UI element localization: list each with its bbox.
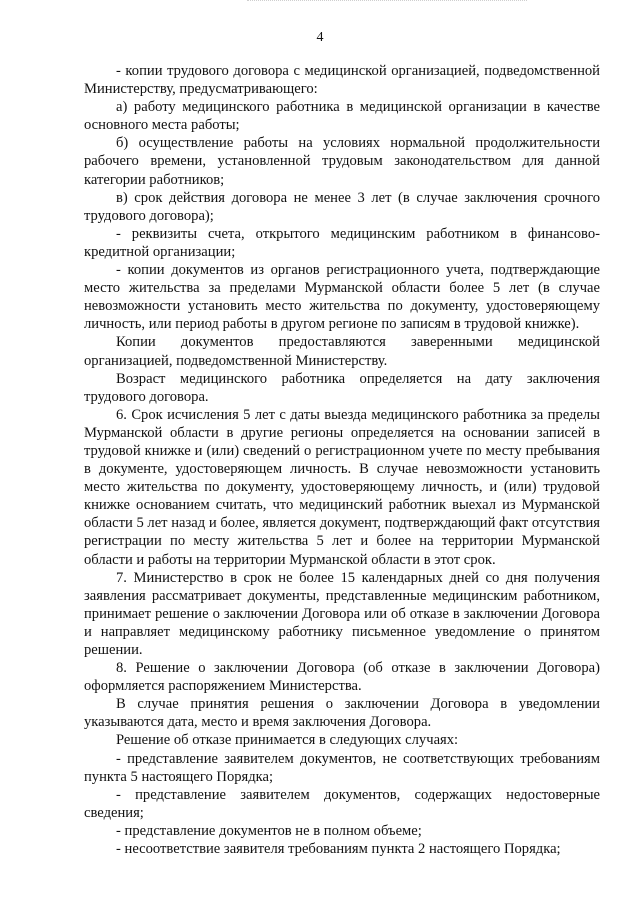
paragraph-notification-details: В случае принятия решения о заключении Договора в уведомлении указываются дата, место и время заключения Договора. — [84, 696, 600, 731]
paragraph-refusal-cases: Решение об отказе принимается в следующих случаях: — [116, 732, 459, 749]
sub-item-a-main-workplace: а) работу медицинского работника в медицинской организации в качестве основного места работы; — [84, 99, 600, 134]
scan-edge-mark — [247, 0, 527, 3]
refusal-case-incomplete-documents: - представление документов не в полном объеме; — [116, 822, 422, 839]
clause-8-decision-order: 8. Решение о заключении Договора (об отказе в заключении Договора) оформляется распоряжением Министерства. — [84, 660, 600, 695]
refusal-case-noncompliant-documents: - представление заявителем документов, не соответствующих требованиям пункта 5 настоящего Порядка; — [84, 750, 600, 785]
refusal-case-applicant-noncompliance: - несоответствие заявителя требованиям пункта 2 настоящего Порядка; — [116, 841, 561, 858]
clause-7-ministry-review: 7. Министерство в срок не более 15 календарных дней со дня получения заявления рассматривает документы, представленные медицинским работником, принимает решение о заключении Договора или об отказе в заключении Договора и направляет медицинскому работнику письменное уведомление о принятом решении. — [84, 569, 600, 658]
document-body — [84, 62, 600, 858]
refusal-case-false-information: - представление заявителем документов, содержащих недостоверные сведения; — [84, 786, 600, 821]
clause-6-five-year-period: 6. Срок исчисления 5 лет с даты выезда медицинского работника за пределы Мурманской области в другие регионы определяется на основании записей в трудовой книжке и (или) сведений о регистрационном учете по месту пребывания в документе, удостоверяющем личность. В случае невозможности установить место жительства по документу, удостоверяющему личность, и (или) трудовой книжке основанием считать, что медицинский работник выехал из Мурманской области 5 лет назад и более, является документ, подтверждающий факт отсутствия регистрации по месту жительства 5 лет и более на территории Мурманской области и работы на территории Мурманской области в этот срок. — [84, 406, 600, 568]
paragraph-age-determination: Возраст медицинского работника определяется на дату заключения трудового договора. — [84, 370, 600, 405]
list-item-employment-contract-copy: - копии трудового договора с медицинской организацией, подведомственной Министерству, предусматривающего: — [84, 63, 600, 98]
page-number: 4 — [316, 30, 324, 45]
list-item-bank-account-details: - реквизиты счета, открытого медицинским работником в финансово-кредитной организации; — [84, 225, 600, 260]
sub-item-c-contract-term: в) срок действия договора не менее 3 лет (в случае заключения срочного трудового договора); — [84, 189, 600, 224]
list-item-registration-documents: - копии документов из органов регистрационного учета, подтверждающие место жительства за пределами Мурманской области более 5 лет (в случае невозможности установить место жительства по документу, удостоверяющему личность, или период работы в другом регионе по записям в трудовой книжке). — [84, 262, 600, 333]
paragraph-certified-copies: Копии документов предоставляются заверенными медицинской организацией, подведомственной Министерству. — [84, 334, 600, 369]
sub-item-b-normal-working-hours: б) осуществление работы на условиях нормальной продолжительности рабочего времени, установленной трудовым законодательством для данной категории работников; — [84, 135, 600, 188]
